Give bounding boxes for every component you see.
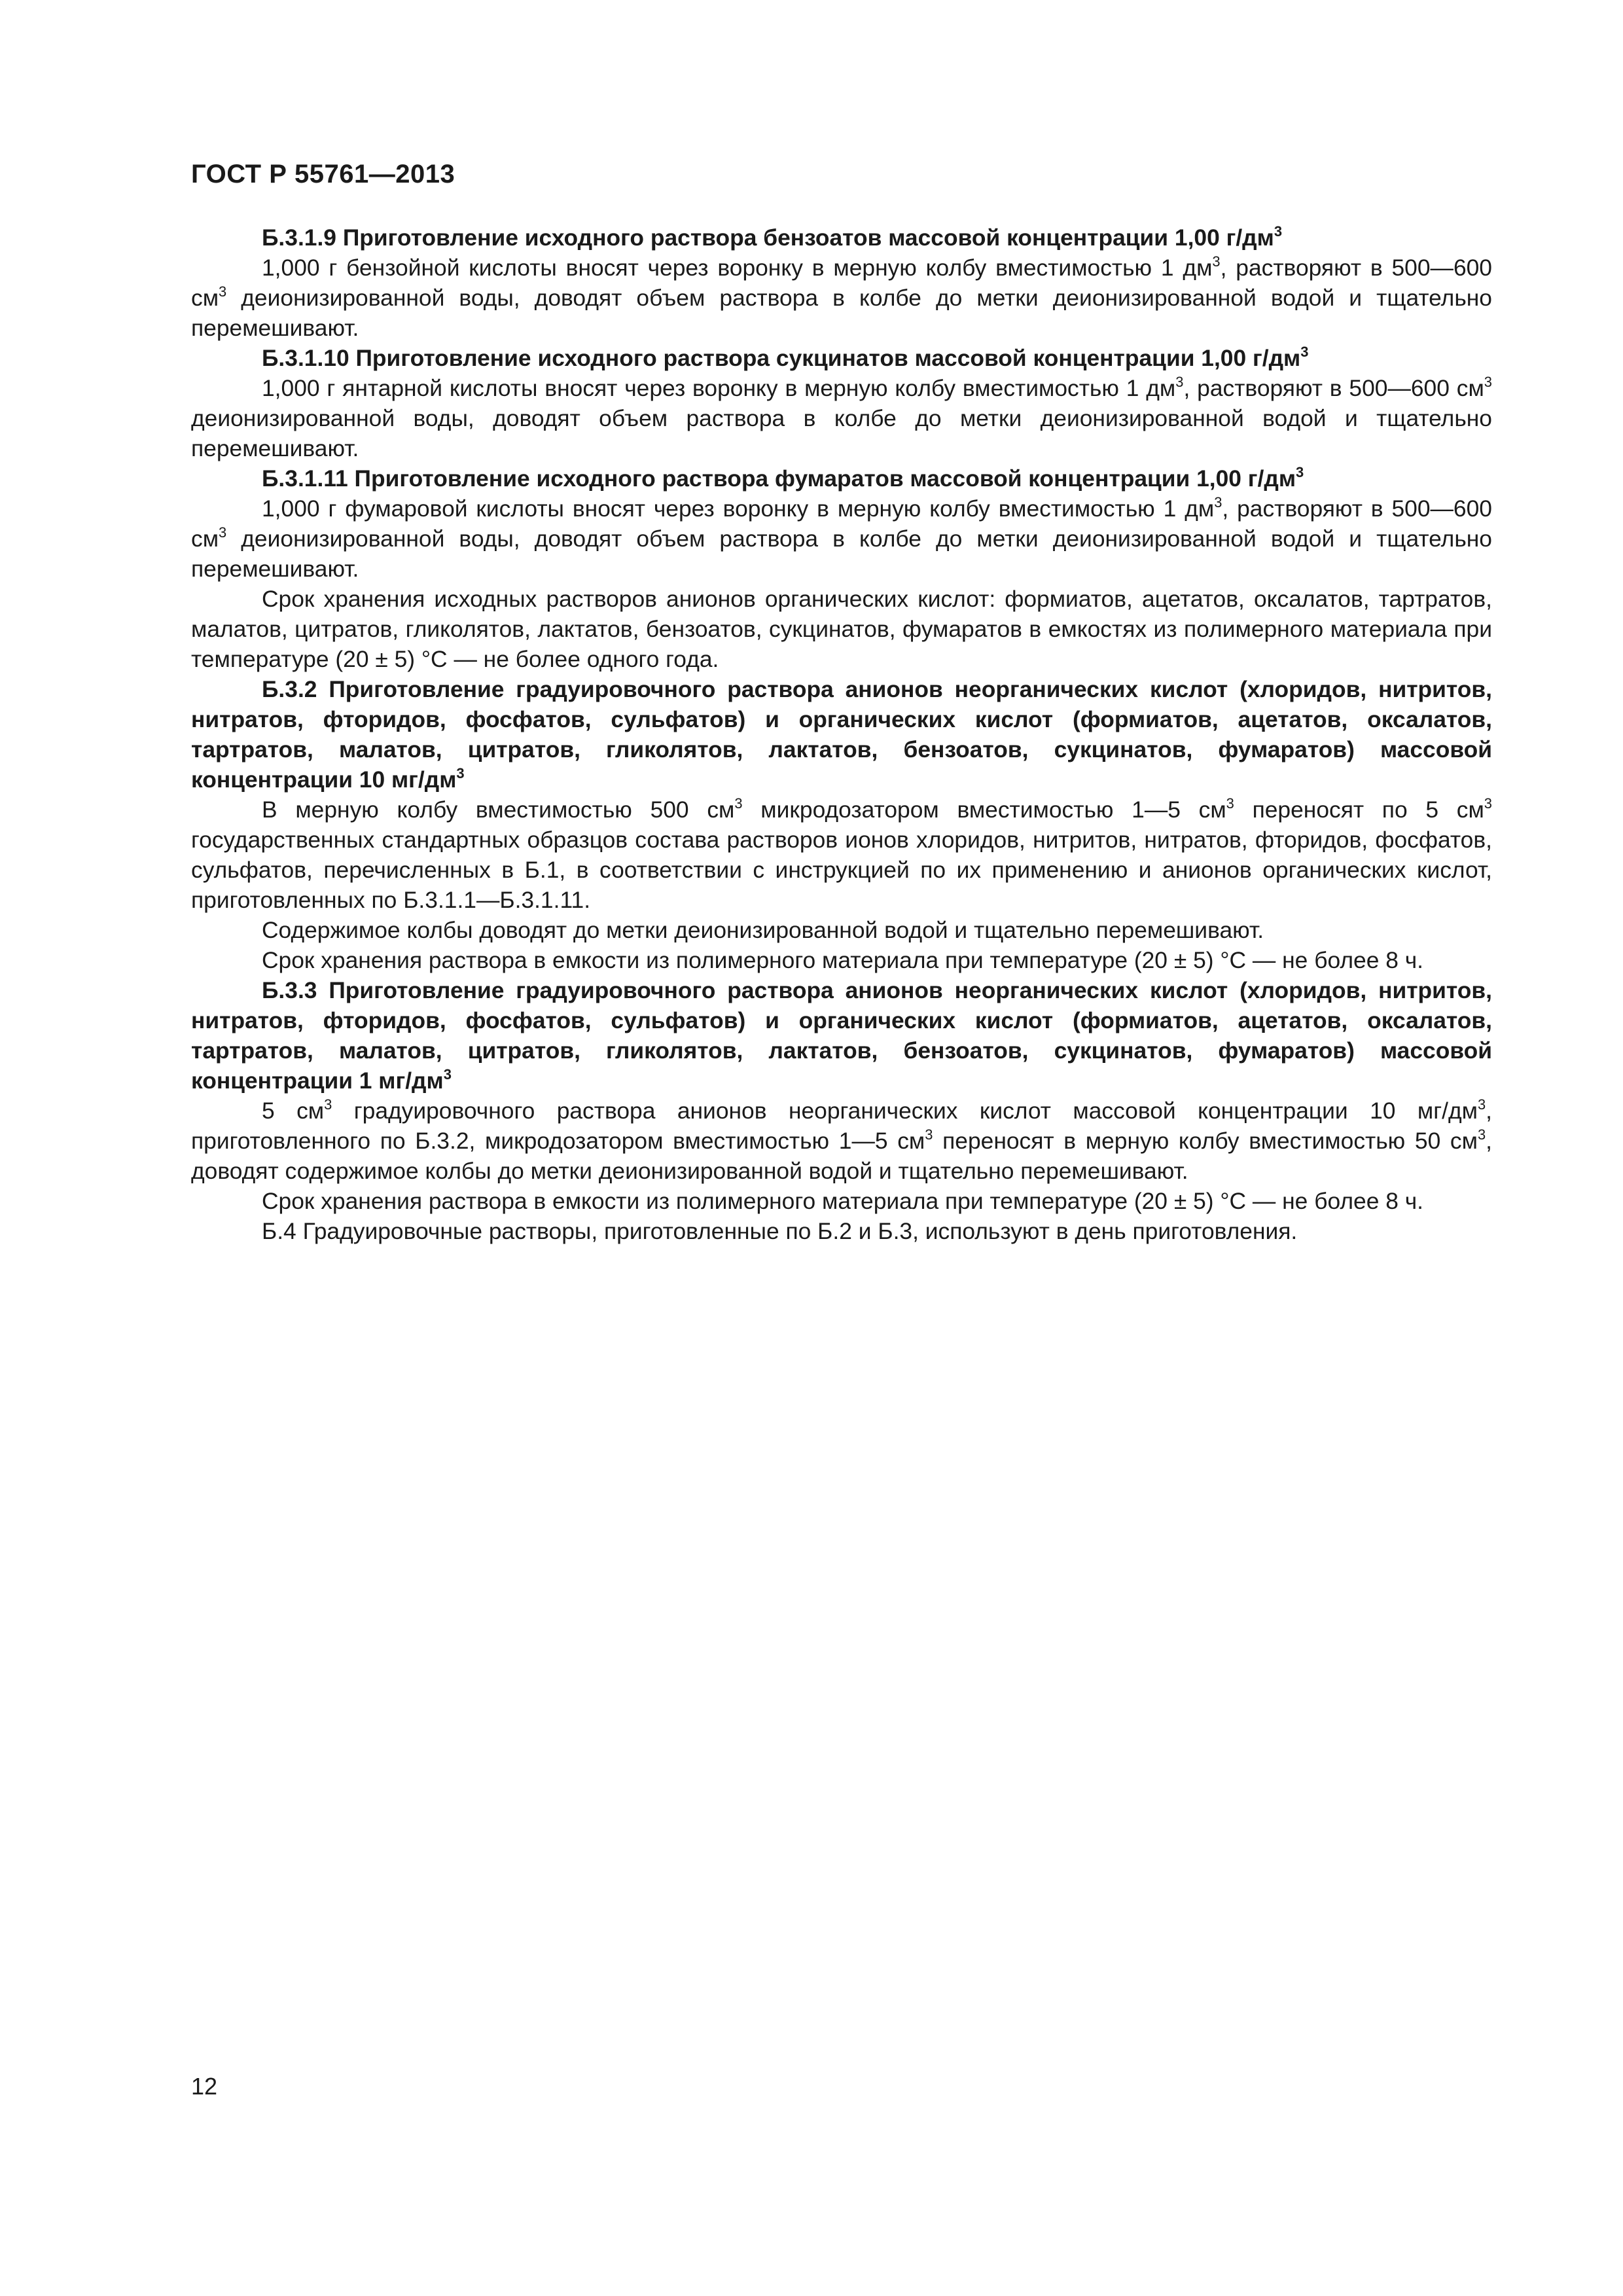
page-number: 12	[191, 2073, 218, 2100]
superscript-exponent: 3	[219, 524, 227, 541]
superscript-exponent: 3	[1175, 374, 1184, 391]
superscript-exponent: 3	[1477, 1096, 1486, 1113]
document-id-header: ГОСТ Р 55761—2013	[191, 160, 455, 188]
superscript-exponent: 3	[1274, 223, 1283, 240]
paragraph-b3-2-procedure: В мерную колбу вместимостью 500 $см^3$ микродозатором вместимостью 1—5 $см^3$ переносят по 5 $см^3$ государственных стандартных образцов состава растворов ионов хлоридов, нитритов, нитратов, фторидов, фосфатов, сульфатов, перечисленных в Б.1, в соответствии с инструкцией по их применению и анионов органических кислот, приготовленных по Б.3.1.1—Б.3.1.11.	[191, 795, 1492, 913]
superscript-exponent: 3	[443, 1066, 452, 1083]
superscript-exponent: 3	[1296, 464, 1304, 481]
paragraph-succinates: 1,000 г янтарной кислоты вносят через воронку в мерную колбу вместимостью 1 $дм^3$, растворяют в 500—600 $см^3$ деионизированной воды, доводят объем раствора в колбе до метки деионизированной водой и тщательно перемешивают.	[191, 374, 1492, 461]
superscript-exponent: 3	[1477, 1126, 1486, 1143]
paragraph-fumarates: 1,000 г фумаровой кислоты вносят через воронку в мерную колбу вместимостью 1 $дм^3$, растворяют в 500—600 $см^3$ деионизированной воды, доводят объем раствора в колбе до метки деионизированной водой и тщательно перемешивают.	[191, 494, 1492, 582]
superscript-exponent: 3	[1484, 795, 1492, 812]
superscript-exponent: 3	[219, 283, 227, 300]
section-heading-b3-3: Б.3.3 Приготовление градуировочного раствора анионов неорганических кислот (хлоридов, нитритов, нитратов, фторидов, фосфатов, сульфатов) и органических кислот (формиатов, ацетатов, оксалатов, тартратов, малатов, цитратов, гликолятов, лактатов, бензоатов, сукцинатов, фумаратов) массовой концентрации 1 $мг/дм^3$	[191, 977, 1492, 1094]
superscript-exponent: 3	[324, 1096, 332, 1113]
section-heading-b3-2: Б.3.2 Приготовление градуировочного раствора анионов неорганических кислот (хлоридов, нитритов, нитратов, фторидов, фосфатов, сульфатов) и органических кислот (формиатов, ацетатов, оксалатов, тартратов, малатов, цитратов, гликолятов, лактатов, бензоатов, сукцинатов, фумаратов) массовой концентрации 10 $мг/дм^3$	[191, 676, 1492, 793]
paragraph-storage-organic: Срок хранения исходных растворов анионов органических кислот: формиатов, ацетатов, оксалатов, тартратов, малатов, цитратов, гликолятов, лактатов, бензоатов, сукцинатов, фумаратов в емкостях из полимерного материала при температуре (20 ± 5) °С — не более одного года.	[191, 586, 1492, 672]
paragraph-b3-2-storage: Срок хранения раствора в емкости из полимерного материала при температуре (20 ± 5) °С — не более 8 ч.	[262, 947, 1424, 973]
section-heading-b3-1-11: Б.3.1.11 Приготовление исходного раствора фумаратов массовой концентрации 1,00 $г/дм^3$	[262, 464, 1304, 492]
superscript-exponent: 3	[1484, 374, 1492, 391]
paragraph-b3-3-procedure: 5 $см^3$ градуировочного раствора анионов неорганических кислот массовой концентрации 10 $мг/дм^3$, приготовленного по Б.3.2, микродозатором вместимостью 1—5 $см^3$ переносят в мерную колбу вместимостью 50 $см^3$, доводят содержимое колбы до метки деионизированной водой и тщательно перемешивают.	[191, 1096, 1492, 1184]
paragraph-benzoates: 1,000 г бензойной кислоты вносят через воронку в мерную колбу вместимостью 1 $дм^3$, растворяют в 500—600 $см^3$ деионизированной воды, доводят объем раствора в колбе до метки деионизированной водой и тщательно перемешивают.	[191, 253, 1492, 341]
superscript-exponent: 3	[1300, 344, 1309, 361]
section-heading-b3-1-9: Б.3.1.9 Приготовление исходного раствора бензоатов массовой концентрации 1,00 $г/дм^3$	[262, 223, 1283, 251]
superscript-exponent: 3	[734, 795, 743, 812]
superscript-exponent: 3	[1214, 494, 1222, 511]
document-body	[191, 223, 1492, 1246]
superscript-exponent: 3	[1226, 795, 1234, 812]
superscript-exponent: 3	[925, 1126, 933, 1143]
paragraph-b4: Б.4 Градуировочные растворы, приготовленные по Б.2 и Б.3, используют в день приготовления.	[262, 1218, 1298, 1244]
superscript-exponent: 3	[1212, 253, 1221, 270]
superscript-exponent: 3	[456, 765, 465, 782]
paragraph-b3-2-mix: Содержимое колбы доводят до метки деионизированной водой и тщательно перемешивают.	[262, 917, 1264, 943]
paragraph-b3-3-storage: Срок хранения раствора в емкости из полимерного материала при температуре (20 ± 5) °С — не более 8 ч.	[262, 1188, 1424, 1214]
section-heading-b3-1-10: Б.3.1.10 Приготовление исходного раствора сукцинатов массовой концентрации 1,00 $г/дм^3$	[262, 344, 1309, 371]
